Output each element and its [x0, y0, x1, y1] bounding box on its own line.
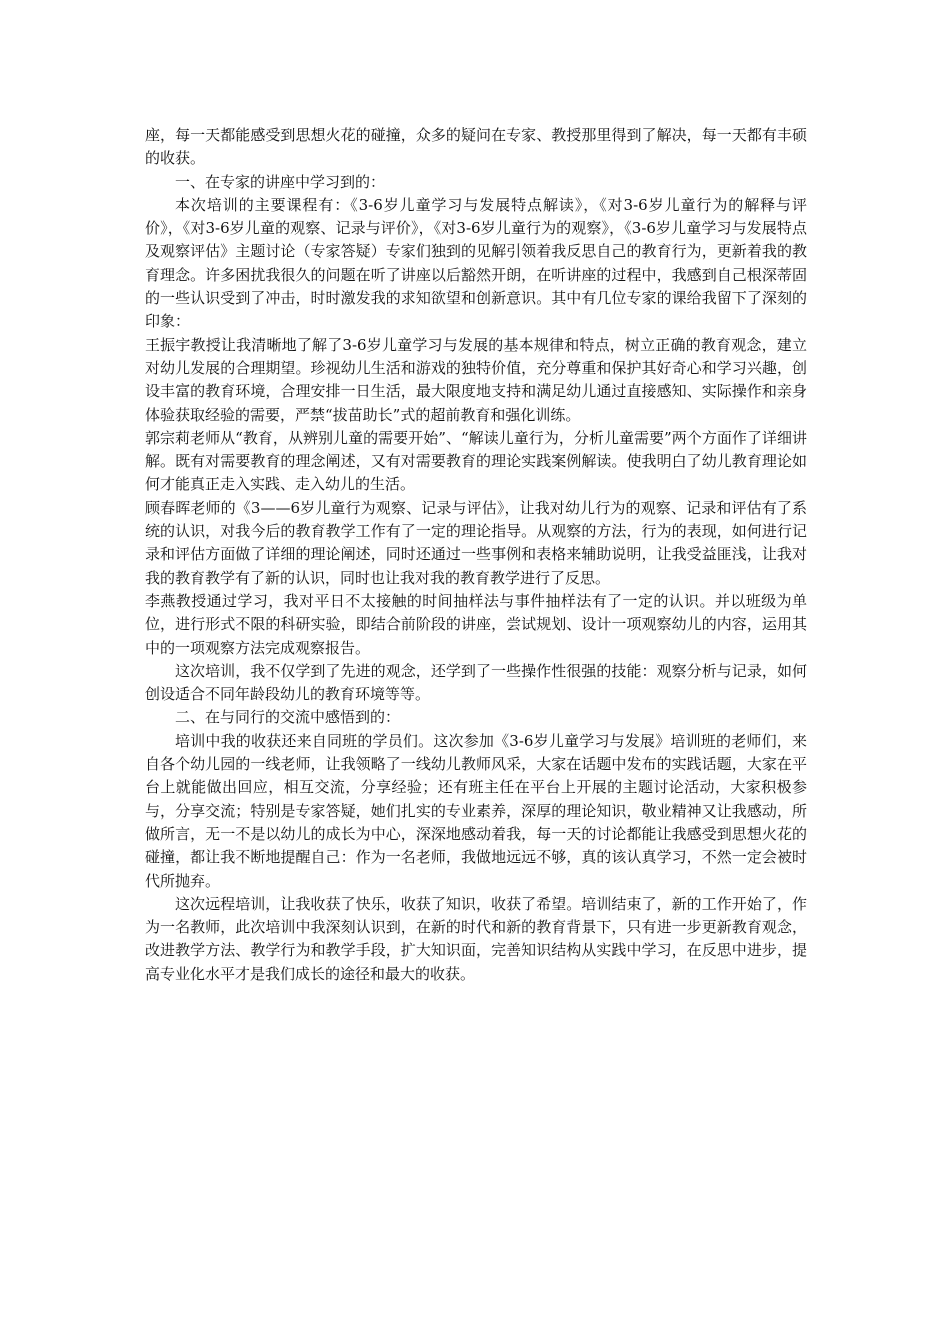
paragraph-conclusion: 这次远程培训，让我收获了快乐，收获了知识，收获了希望。培训结束了，新的工作开始了，作为一名教师，此次培训中我深刻认识到，在新的时代和新的教育背景下，只有进一步更新教育观念，改进教学方法、教学行为和教学手段，扩大知识面，完善知识结构从实践中学习，在反思中进步，提高专业化水平才是我们成长的途径和最大的收获。	[145, 894, 807, 983]
paragraph-guo-zongli: 郭宗莉老师从“教育，从辨别儿童的需要开始”、“解读儿童行为，分析儿童需要”两个方面作了详细讲解。既有对需要教育的理念阐述，又有对需要教育的理论实践案例解读。使我明白了幼儿教育理论如何才能真正走入实践、走入幼儿的生活。	[145, 428, 807, 494]
paragraph-li-yan: 李燕教授通过学习，我对平日不太接触的时间抽样法与事件抽样法有了一定的认识。并以班级为单位，进行形式不限的科研实验，即结合前阶段的讲座，尝试规划、设计一项观察幼儿的内容，运用其中的一项观察方法完成观察报告。	[145, 591, 807, 657]
paragraph-peer-learning: 培训中我的收获还来自同班的学员们。这次参加《3-6岁儿童学习与发展》培训班的老师们，来自各个幼儿园的一线老师，让我领略了一线幼儿教师风采，大家在话题中发布的实践话题，大家在平台上就能做出回应，相互交流，分享经验；还有班主任在平台上开展的主题讨论活动，大家积极参与，分享交流；特别是专家答疑，她们扎实的专业素养，深厚的理论知识，敬业精神又让我感动，所做所言，无一不是以幼儿的成长为中心，深深地感动着我，每一天的讨论都能让我感受到思想火花的碰撞，都让我不断地提醒自己：作为一名老师，我做地远远不够，真的该认真学习，不然一定会被时代所抛弃。	[145, 731, 807, 890]
section-heading-experts: 一、在专家的讲座中学习到的：	[175, 172, 386, 191]
paragraph-wang-zhenyu: 王振宇教授让我清晰地了解了3-6岁儿童学习与发展的基本规律和特点，树立正确的教育观念，建立对幼儿发展的合理期望。珍视幼儿生活和游戏的独特价值，充分尊重和保护其好奇心和学习兴趣，创设丰富的教育环境，合理安排一日生活，最大限度地支持和满足幼儿通过直接感知、实际操作和亲身体验获取经验的需要，严禁“拔苗助长”式的超前教育和强化训练。	[145, 335, 807, 424]
paragraph-continuation: 座，每一天都能感受到思想火花的碰撞，众多的疑问在专家、教授那里得到了解决，每一天都有丰硕的收获。	[145, 126, 807, 168]
paragraph-skills-learned: 这次培训，我不仅学到了先进的观念，还学到了一些操作性很强的技能：观察分析与记录，如何创设适合不同年龄段幼儿的教育环境等等。	[145, 661, 807, 704]
section-heading-peers: 二、在与同行的交流中感悟到的：	[175, 708, 401, 727]
paragraph-gu-chunhui: 顾春晖老师的《3——6岁儿童行为观察、记录与评估》，让我对幼儿行为的观察、记录和评估有了系统的认识，对我今后的教育教学工作有了一定的理论指导。从观察的方法，行为的表现，如何进行记录和评估方面做了详细的理论阐述，同时还通过一些事例和表格来辅助说明，让我受益匪浅，让我对我的教育教学有了新的认识，同时也让我对我的教育教学进行了反思。	[145, 498, 807, 587]
paragraph-course-overview: 本次培训的主要课程有：《3-6岁儿童学习与发展特点解读》，《对3-6岁儿童行为的解释与评价》，《对3-6岁儿童的观察、记录与评价》，《对3-6岁儿童行为的观察》，《3-6岁儿童学习与发展特点及观察评估》主题讨论（专家答疑）专家们独到的见解引领着我反思自己的教育行为，更新着我的教育理念。许多困扰我很久的问题在听了讲座以后豁然开朗，在听讲座的过程中，我感到自己根深蒂固的一些认识受到了冲击，时时激发我的求知欲望和创新意识。其中有几位专家的课给我留下了深刻的印象：	[145, 195, 807, 331]
document-body	[145, 124, 807, 986]
